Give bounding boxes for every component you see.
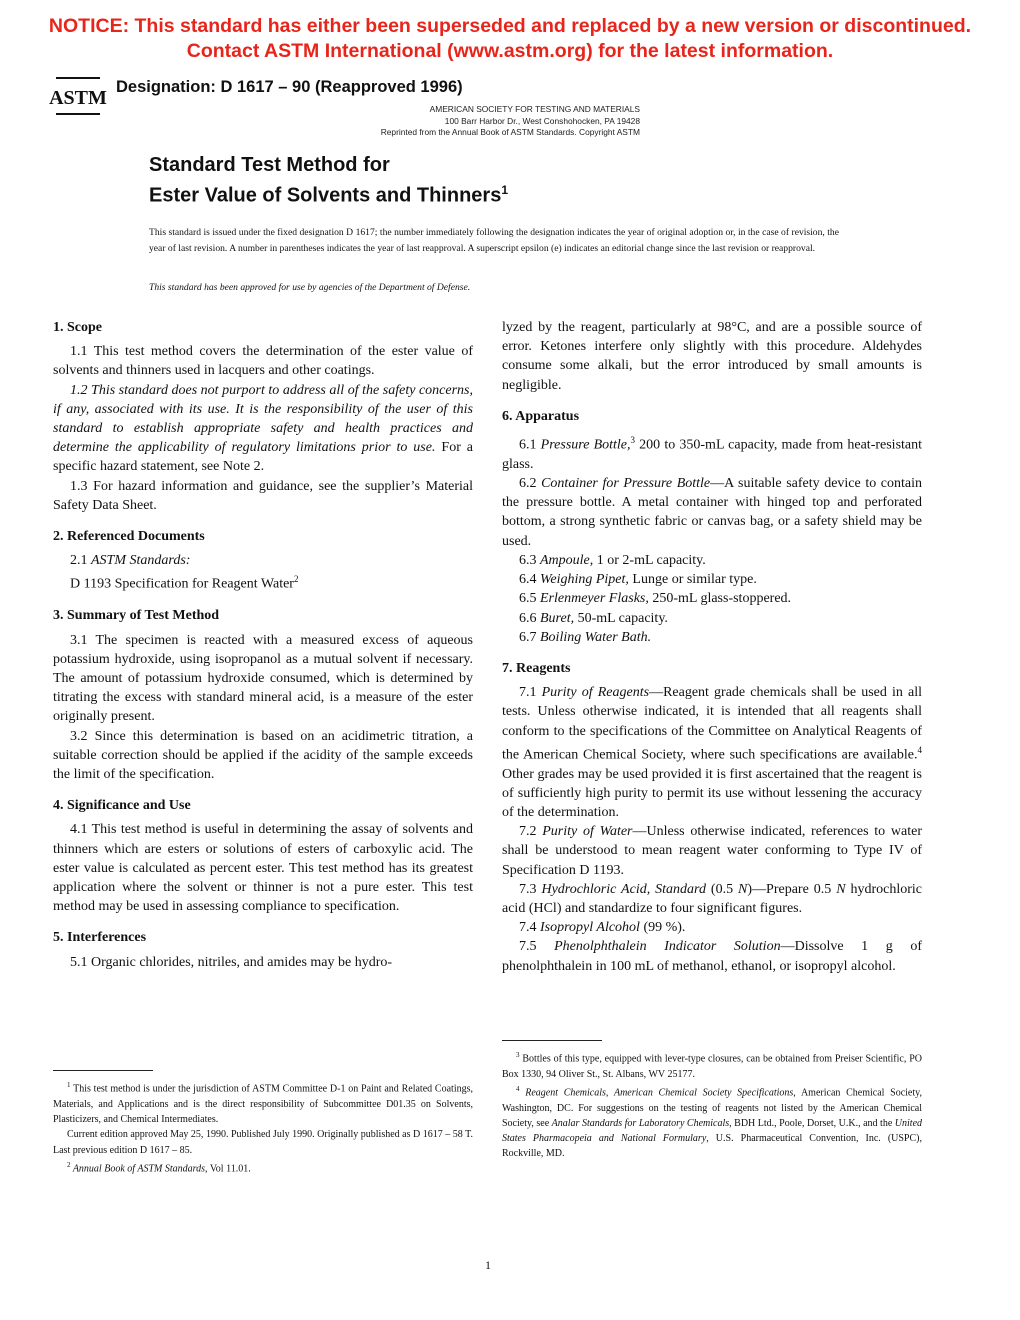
section-heading: 3. Summary of Test Method — [53, 608, 220, 624]
title-line-2: Ester Value of Solvents and Thinners$^1$ — [149, 183, 509, 207]
title-line-1: Standard Test Method for — [149, 154, 390, 176]
paragraph: 7.5 Phenolphthalein Indicator Solution—Dissolve 1 g of phenolphthalein in 100 mL of methanol, ethanol, or isopropyl alcohol. — [502, 939, 922, 974]
footnote: $^4$ Reagent Chemicals, American Chemical Society Specifications, American Chemical Society, Washington, DC. For suggestions on the testing of reagents not listed by the American Chemical Society, see Analar Standards for Laboratory Chemicals, BDH Ltd., Poole, Dorset, U.K., and the United States Pharmacopeia and National Formulary, U.S. Pharmaceutical Convention, Inc. (USPC), Rockville, MD. — [502, 1084, 923, 1160]
paragraph: 7.2 Purity of Water—Unless otherwise indicated, references to water shall be understood to mean reagent water conforming to Type IV of Specification D 1193. — [502, 824, 922, 878]
left-footnotes — [53, 1078, 473, 1176]
paragraph: 5.1 Organic chlorides, nitriles, and amides may be hydro- — [70, 954, 393, 970]
footnote: $^1$ This test method is under the jurisdiction of ASTM Committee D-1 on Paint and Related Coatings, Materials, and Applications and is the direct responsibility of Subcommittee D01.35 on Solvents, Plasticizers, and Chemical Intermediates. — [53, 1081, 473, 1125]
paragraph: 6.3 Ampoule, 1 or 2-mL capacity. — [519, 552, 706, 568]
society-name: AMERICAN SOCIETY FOR TESTING AND MATERIALS — [429, 104, 640, 114]
paragraph: 6.5 Erlenmeyer Flasks, 250-mL glass-stoppered. — [519, 591, 792, 607]
astm-logo — [49, 74, 107, 118]
paragraph: 3.1 The specimen is reacted with a measured excess of aqueous potassium hydroxide, using isopropanol as a mutual solvent if necessary. The amount of potassium hydroxide consumed, which is determined by titrating the excess with standard mineral acid, is a measure of the ester originally present. — [53, 632, 473, 725]
paragraph: 3.2 Since this determination is based on an acidimetric titration, a suitable correction should be applied if the acidity of the sample exceeds the limit of the specification. — [53, 728, 473, 782]
right-column — [502, 318, 922, 976]
paragraph: 2.1 ASTM Standards: — [70, 553, 191, 569]
paragraph: 1.2 This standard does not purport to address all of the safety concerns, if any, associated with its use. It is the responsibility of the user of this standard to establish appropriate safety and health practices and determine the applicability of regulatory limitations prior to use. For a specific hazard statement, see Note 2. — [53, 382, 473, 475]
paragraph: 6.2 Container for Pressure Bottle—A suitable safety device to contain the pressure bottle. A metal container with hinged top and perforated bottom, a strong synthetic fabric or canvas bag, or a safety shield may be used. — [502, 476, 922, 549]
astm-logo-text: ASTM — [49, 87, 107, 109]
paragraph: 4.1 This test method is useful in determining the assay of solvents and thinners which are esters or solutions of esters of carboxylic acid. The ester value is calculated as percent ester. This test method has its greatest application where the solvent or thinner is not a pure ester. This test method may be used in assessing compliance to specification. — [53, 822, 473, 915]
dod-approval: This standard has been approved for use by agencies of the Department of Defense. — [149, 282, 471, 293]
section-heading: 6. Apparatus — [502, 408, 580, 424]
supersession-notice — [0, 14, 1020, 64]
footnote: $^2$ Annual Book of ASTM Standards, Vol 11.01. — [67, 1160, 251, 1175]
section-heading: 2. Referenced Documents — [53, 529, 205, 545]
left-column — [53, 318, 473, 972]
document-title — [149, 153, 508, 209]
footnote-divider — [53, 1070, 153, 1071]
footnote: $^3$ Bottles of this type, equipped with lever-type closures, can be obtained from Preiser Scientific, PO Box 1330, 94 Oliver St., St. Albans, WV 25177. — [502, 1051, 922, 1080]
section-heading: 1. Scope — [53, 320, 102, 335]
paragraph: 6.6 Buret, 50-mL capacity. — [519, 610, 668, 626]
reprint-line: Reprinted from the Annual Book of ASTM Standards. Copyright ASTM — [380, 127, 640, 137]
section-heading: 7. Reagents — [502, 660, 571, 676]
paragraph: 7.3 Hydrochloric Acid, Standard (0.5 N)—Prepare 0.5 N hydrochloric acid (HCl) and standardize to four significant figures. — [502, 881, 923, 916]
society-address: 100 Barr Harbor Dr., West Conshohocken, PA 19428 — [444, 115, 640, 126]
society-block — [330, 104, 640, 139]
paragraph: 7.4 Isopropyl Alcohol (99 %). — [519, 920, 686, 936]
designation: Designation: D 1617 – 90 (Reapproved 1996) — [116, 78, 463, 96]
issuance-statement: This standard is issued under the fixed designation D 1617; the number immediately following the designation indicates the year of original adoption or, in the case of revision, the year of last revision. A number in parentheses indicates the year of last reapproval. A superscript epsilon (e) indicates an editorial change since the last revision or reapproval. — [149, 227, 839, 254]
paragraph: 7.1 Purity of Reagents—Reagent grade chemicals shall be used in all tests. Unless otherwise indicated, it is intended that all reagents shall conform to the specifications of the Committee on Analytical Reagents of the American Chemical Society, where such specifications are available.$^4$ Other grades may be used provided it is first ascertained that the reagent is of sufficiently high purity to permit its use without lessening the accuracy of the determination. — [502, 685, 923, 820]
right-footnotes — [502, 1048, 922, 1162]
paragraph: lyzed by the reagent, particularly at 98°C, and are a possible source of error. Ketones interfere only slightly with this procedure. Aldehydes consume some alkali, but the error introduced by small amounts is negligible. — [502, 320, 922, 393]
title-footnote-ref: 1 — [501, 183, 509, 197]
paragraph: 1.3 For hazard information and guidance, see the supplier’s Material Safety Data Sheet. — [53, 478, 473, 513]
paragraph: 1.1 This test method covers the determination of the ester value of solvents and thinners used in lacquers and other coatings. — [53, 344, 473, 379]
section-heading: 4. Significance and Use — [53, 798, 191, 814]
notice-line-2: Contact ASTM International (www.astm.org) for the latest information. — [186, 40, 834, 62]
paragraph: 6.4 Weighing Pipet, Lunge or similar type. — [519, 572, 757, 588]
footnote: Current edition approved May 25, 1990. Published July 1990. Originally published as D 1617 – 58 T. Last previous edition D 1617 – 85. — [53, 1129, 473, 1156]
paragraph: 6.7 Boiling Water Bath. — [519, 629, 652, 645]
referenced-document: D 1193 Specification for Reagent Water$^2$ — [70, 574, 299, 593]
page-number: 1 — [485, 1258, 491, 1272]
section-heading: 5. Interferences — [53, 930, 147, 946]
footnote-divider — [502, 1040, 602, 1041]
paragraph: 6.1 Pressure Bottle,$^3$ 200 to 350-mL capacity, made from heat-resistant glass. — [502, 435, 923, 472]
notice-line-1: NOTICE: This standard has either been superseded and replaced by a new version or discontinued. — [48, 15, 972, 37]
